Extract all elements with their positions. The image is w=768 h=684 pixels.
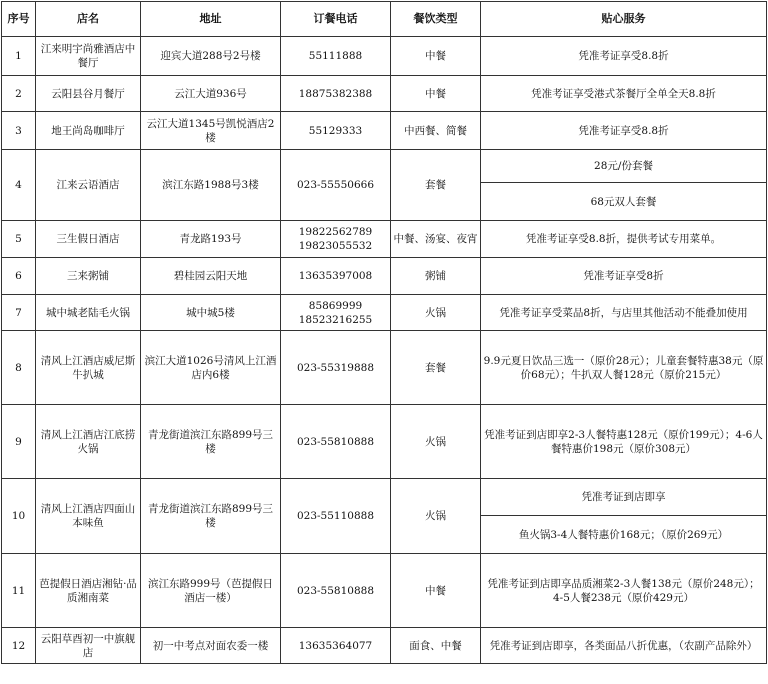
table-row: [2, 479, 767, 516]
order-phone: 023-55110888: [281, 479, 391, 554]
order-phone: 85869999 18523216255: [281, 295, 391, 331]
table-row: [2, 295, 767, 331]
restaurant-address: 云江大道936号: [141, 76, 281, 112]
header-address: 地址: [141, 2, 281, 37]
cuisine-type: 火锅: [391, 479, 481, 554]
service-detail: 凭准考证享受8.8折: [481, 37, 767, 76]
restaurant-table: [1, 1, 767, 664]
service-detail: 68元双人套餐: [481, 183, 767, 221]
row-number: 12: [2, 628, 36, 664]
restaurant-name: 江来云语酒店: [36, 150, 141, 221]
header-name: 店名: [36, 2, 141, 37]
order-phone: 13635397008: [281, 258, 391, 295]
table-row: [2, 628, 767, 664]
cuisine-type: 套餐: [391, 331, 481, 405]
order-phone: 18875382388: [281, 76, 391, 112]
order-phone: 55129333: [281, 112, 391, 150]
row-number: 2: [2, 76, 36, 112]
cuisine-type: 火锅: [391, 295, 481, 331]
table-row: [2, 258, 767, 295]
service-detail: 凭准考证享受8.8折，提供考试专用菜单。: [481, 221, 767, 258]
order-phone: 023-55550666: [281, 150, 391, 221]
restaurant-name: 云阳草酉初一中旗舰店: [36, 628, 141, 664]
table-row: [2, 221, 767, 258]
restaurant-name: 云阳县谷月餐厅: [36, 76, 141, 112]
cuisine-type: 中餐: [391, 37, 481, 76]
table-row: [2, 37, 767, 76]
order-phone: 55111888: [281, 37, 391, 76]
header-row: [2, 2, 767, 37]
restaurant-name: 地王尚岛咖啡厅: [36, 112, 141, 150]
restaurant-address: 迎宾大道288号2号楼: [141, 37, 281, 76]
table-row: [2, 554, 767, 628]
service-detail: 凭准考证到店即享，各类面品八折优惠，（农副产品除外）: [481, 628, 767, 664]
restaurant-address: 滨江东路1988号3楼: [141, 150, 281, 221]
table-row: [2, 112, 767, 150]
row-number: 10: [2, 479, 36, 554]
order-phone: 023-55810888: [281, 405, 391, 479]
restaurant-name: 城中城老陆毛火锅: [36, 295, 141, 331]
cuisine-type: 火锅: [391, 405, 481, 479]
restaurant-name: 三生假日酒店: [36, 221, 141, 258]
cuisine-type: 中餐: [391, 76, 481, 112]
service-detail: 凭准考证享受8.8折: [481, 112, 767, 150]
header-service: 贴心服务: [481, 2, 767, 37]
table-row: [2, 331, 767, 405]
row-number: 6: [2, 258, 36, 295]
order-phone: 19822562789 19823055532: [281, 221, 391, 258]
row-number: 9: [2, 405, 36, 479]
restaurant-address: 青龙路193号: [141, 221, 281, 258]
restaurant-address: 滨江东路999号（芭提假日酒店一楼）: [141, 554, 281, 628]
header-phone: 订餐电话: [281, 2, 391, 37]
table-row: [2, 76, 767, 112]
service-detail: 凭准考证享受港式茶餐厅全单全天8.8折: [481, 76, 767, 112]
restaurant-name: 芭提假日酒店湘钻·品质湘南菜: [36, 554, 141, 628]
restaurant-address: 城中城5楼: [141, 295, 281, 331]
service-detail: 凭准考证到店即享品质湘菜2-3人餐138元（原价248元）；4-5人餐238元（原价429元）: [481, 554, 767, 628]
restaurant-name: 清风上江酒店四面山本味鱼: [36, 479, 141, 554]
cuisine-type: 中餐、汤宴、夜宵: [391, 221, 481, 258]
cuisine-type: 面食、中餐: [391, 628, 481, 664]
restaurant-address: 初一中考点对面农委一楼: [141, 628, 281, 664]
restaurant-name: 清风上江酒店威尼斯牛扒城: [36, 331, 141, 405]
restaurant-address: 青龙街道滨江东路899号三楼: [141, 479, 281, 554]
restaurant-address: 青龙街道滨江东路899号三楼: [141, 405, 281, 479]
table-row: [2, 150, 767, 183]
restaurant-address: 碧桂园云阳天地: [141, 258, 281, 295]
service-detail: 凭准考证享受菜品8折，与店里其他活动不能叠加使用: [481, 295, 767, 331]
cuisine-type: 中西餐、简餐: [391, 112, 481, 150]
restaurant-name: 江来明宇尚雅酒店中餐厅: [36, 37, 141, 76]
service-detail: 9.9元夏日饮品三选一（原价28元）；儿童套餐特惠38元（原价68元）；牛扒双人餐128元（原价215元）: [481, 331, 767, 405]
header-type: 餐饮类型: [391, 2, 481, 37]
row-number: 3: [2, 112, 36, 150]
cuisine-type: 套餐: [391, 150, 481, 221]
row-number: 7: [2, 295, 36, 331]
restaurant-address: 滨江大道1026号清风上江酒店内6楼: [141, 331, 281, 405]
restaurant-name: 清风上江酒店江底捞火锅: [36, 405, 141, 479]
order-phone: 023-55810888: [281, 554, 391, 628]
order-phone: 023-55319888: [281, 331, 391, 405]
table-row: [2, 405, 767, 479]
service-detail: 28元/份套餐: [481, 150, 767, 183]
row-number: 4: [2, 150, 36, 221]
service-detail: 凭准考证到店即享2-3人餐特惠128元（原价199元）；4-6人餐特惠价198元（原价308元）: [481, 405, 767, 479]
order-phone: 13635364077: [281, 628, 391, 664]
row-number: 11: [2, 554, 36, 628]
cuisine-type: 粥铺: [391, 258, 481, 295]
cuisine-type: 中餐: [391, 554, 481, 628]
service-detail: 鱼火锅3-4人餐特惠价168元；（原价269元）: [481, 516, 767, 554]
service-detail: 凭准考证到店即享: [481, 479, 767, 516]
row-number: 8: [2, 331, 36, 405]
service-detail: 凭准考证享受8折: [481, 258, 767, 295]
restaurant-address: 云江大道1345号凯悦酒店2楼: [141, 112, 281, 150]
row-number: 5: [2, 221, 36, 258]
restaurant-name: 三来粥铺: [36, 258, 141, 295]
header-no: 序号: [2, 2, 36, 37]
row-number: 1: [2, 37, 36, 76]
